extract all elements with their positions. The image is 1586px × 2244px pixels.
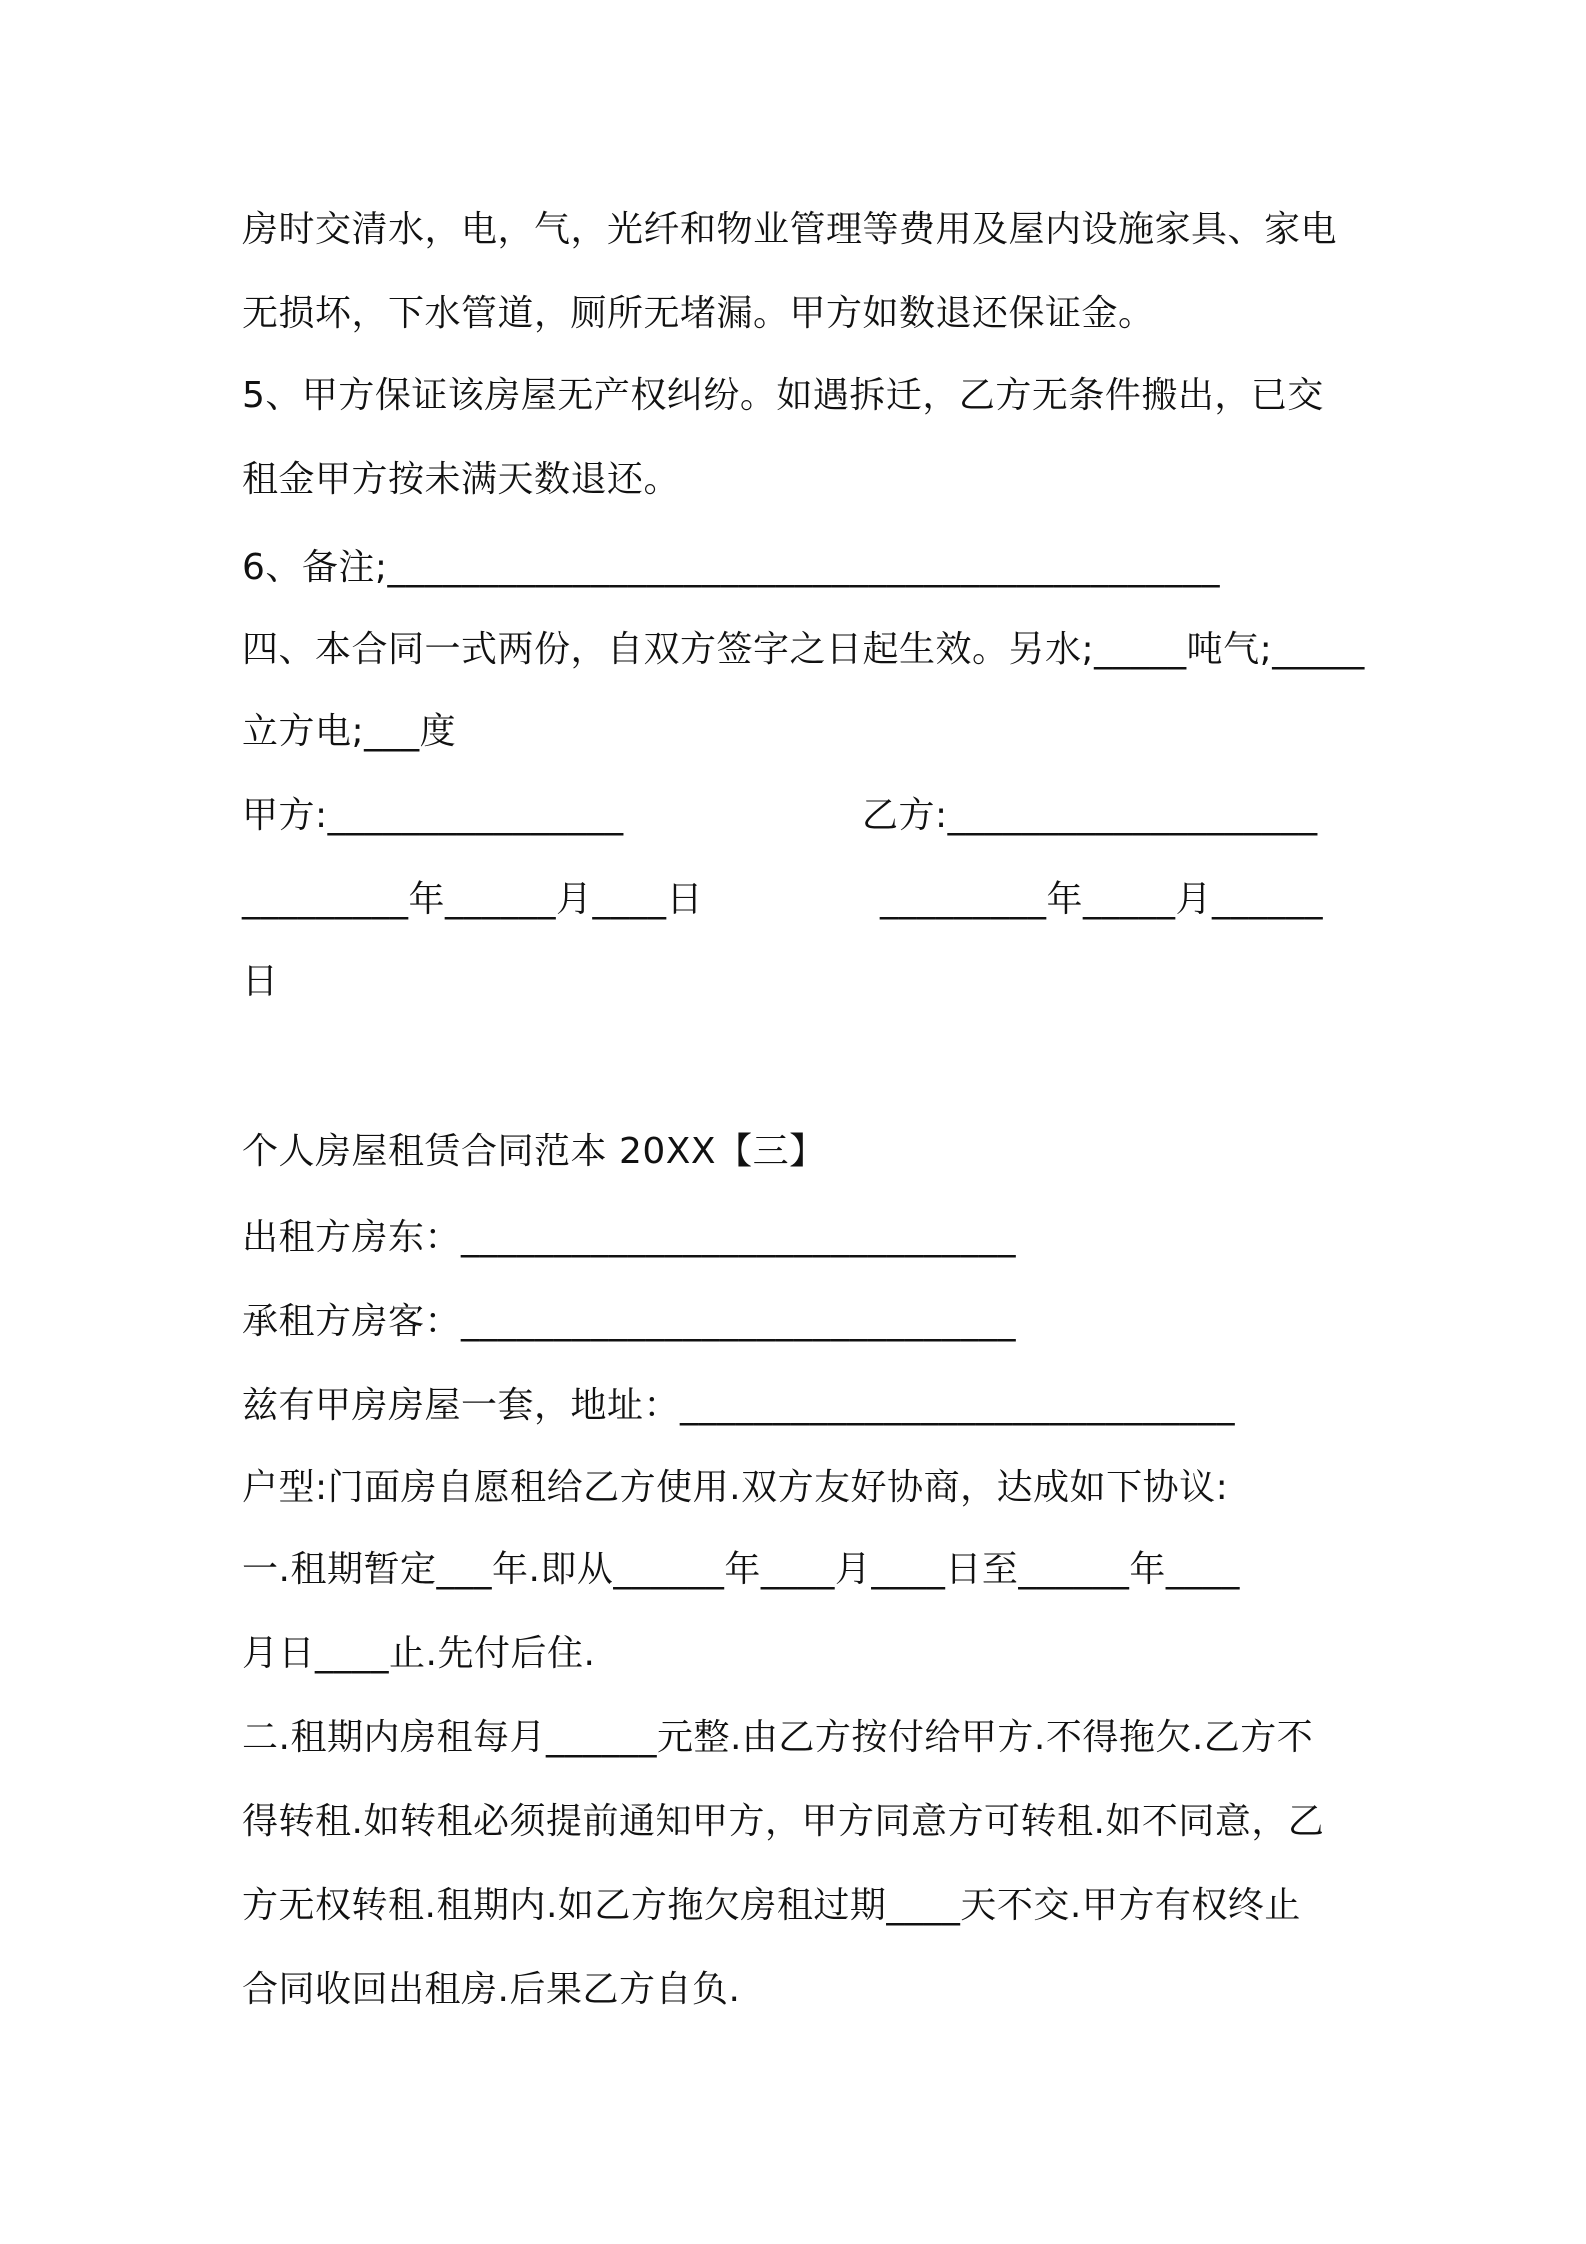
party-a-signature: 甲方:________________ xyxy=(242,795,624,836)
paragraph-line: 房时交清水，电，气，光纤和物业管理等费用及屋内设施家具、家电 xyxy=(242,209,1338,250)
type-line: 户型:门面房自愿租给乙方使用.双方友好协商，达成如下协议: xyxy=(242,1467,1229,1508)
rent-line-cont: 得转租.如转租必须提前通知甲方，甲方同意方可转租.如不同意，乙 xyxy=(242,1801,1325,1842)
rent-line: 二.租期内房租每月______元整.由乙方按付给甲方.不得拖欠.乙方不 xyxy=(242,1717,1314,1758)
party-a-date: _________年______月____日 xyxy=(242,879,703,920)
clause-4-line: 四、本合同一式两份，自双方签字之日起生效。另水;_____吨气;_____ xyxy=(242,629,1365,670)
paragraph-line: 租金甲方按未满天数退还。 xyxy=(242,459,681,500)
clause-6-remarks: 6、备注;_____________________________________________ xyxy=(242,547,1221,588)
address-line: 兹有甲房房屋一套，地址：______________________________ xyxy=(242,1385,1236,1426)
lessor-line: 出租方房东：______________________________ xyxy=(242,1217,1017,1258)
party-b-date: _________年_____月______ xyxy=(880,879,1323,920)
section-title: 个人房屋租赁合同范本 20XX【三】 xyxy=(242,1131,826,1172)
rent-line-cont: 合同收回出租房.后果乙方自负. xyxy=(242,1969,741,2010)
term-line: 一.租期暂定___年.即从______年____月____日至______年____ xyxy=(242,1549,1240,1590)
term-line-cont: 月日____止.先付后住. xyxy=(242,1633,596,1674)
clause-5-line: 5、甲方保证该房屋无产权纠纷。如遇拆迁，乙方无条件搬出，已交 xyxy=(242,375,1324,416)
lessee-line: 承租方房客：______________________________ xyxy=(242,1301,1017,1342)
party-b-signature: 乙方:____________________ xyxy=(862,795,1318,836)
date-day-tail: 日 xyxy=(242,961,279,1002)
rent-line-cont: 方无权转租.租期内.如乙方拖欠房租过期____天不交.甲方有权终止 xyxy=(242,1885,1301,1926)
paragraph-line: 无损坏，下水管道，厕所无堵漏。甲方如数退还保证金。 xyxy=(242,293,1155,334)
paragraph-line: 立方电;___度 xyxy=(242,711,457,752)
